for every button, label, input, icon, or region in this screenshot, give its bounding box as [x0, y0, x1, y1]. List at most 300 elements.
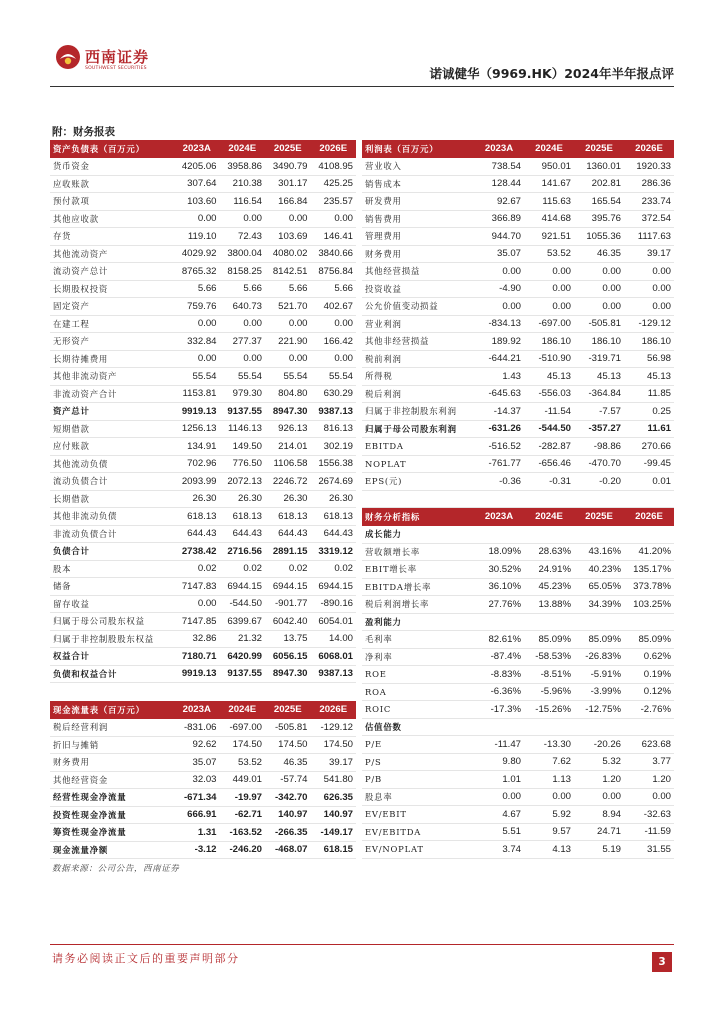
row-label: 营收额增长率 — [362, 543, 474, 561]
table-cell: 1556.38 — [311, 455, 357, 473]
table-cell: 0.00 — [174, 210, 220, 228]
row-label: 非流动负债合计 — [50, 525, 174, 543]
column-header: 2026E — [311, 140, 357, 158]
table-cell: 7147.85 — [174, 613, 220, 631]
table-cell: 40.23% — [574, 561, 624, 579]
table-row — [50, 789, 356, 807]
row-label: 固定资产 — [50, 298, 174, 316]
table-row — [50, 736, 356, 754]
table-row — [50, 158, 356, 176]
table-cell: 134.91 — [174, 438, 220, 456]
table-row — [50, 595, 356, 613]
row-label: 税后利润 — [362, 385, 474, 403]
table-cell: 56.98 — [624, 350, 674, 368]
table-cell: 0.00 — [624, 298, 674, 316]
table-cell: 776.50 — [220, 455, 266, 473]
balance-sheet-table — [50, 140, 356, 683]
table-cell: 623.68 — [624, 736, 674, 754]
row-label: 应收账款 — [50, 175, 174, 193]
table-cell — [624, 718, 674, 736]
table-cell: 0.00 — [524, 788, 574, 806]
table-row — [362, 263, 674, 281]
table-cell: 6068.01 — [311, 648, 357, 666]
table-cell: 1153.81 — [174, 385, 220, 403]
table-cell: 5.19 — [574, 841, 624, 859]
row-label: 其他非流动资产 — [50, 368, 174, 386]
section-title: 附：财务报表 — [52, 126, 115, 138]
table-cell: 45.13 — [574, 368, 624, 386]
table-row — [50, 263, 356, 281]
table-cell: 5.32 — [574, 753, 624, 771]
table-cell: 286.36 — [624, 175, 674, 193]
table-cell: 174.50 — [311, 736, 357, 754]
table-cell: -17.3% — [474, 701, 524, 719]
row-label: 其他流动负债 — [50, 455, 174, 473]
table-cell: 31.55 — [624, 841, 674, 859]
table-cell: 11.61 — [624, 420, 674, 438]
table-cell: 34.39% — [574, 596, 624, 614]
table-cell: 1920.33 — [624, 158, 674, 176]
table-row — [362, 438, 674, 456]
row-label: 销售成本 — [362, 175, 474, 193]
row-label: 无形资产 — [50, 333, 174, 351]
table-cell: -342.70 — [265, 789, 311, 807]
row-label: EV/EBIT — [362, 806, 474, 824]
table-cell: 0.00 — [574, 298, 624, 316]
column-header: 2025E — [574, 140, 624, 158]
table-cell: 666.91 — [174, 806, 220, 824]
table-cell: 6944.15 — [220, 578, 266, 596]
table-cell: 1360.01 — [574, 158, 624, 176]
row-label: 营业利润 — [362, 315, 474, 333]
income-statement-table — [362, 140, 674, 508]
row-label: P/S — [362, 753, 474, 771]
table-cell: -319.71 — [574, 350, 624, 368]
table-cell: -468.07 — [265, 841, 311, 859]
table-row — [362, 228, 674, 246]
table-cell: 618.15 — [311, 841, 357, 859]
table-cell: 618.13 — [311, 508, 357, 526]
table-cell: 82.61% — [474, 631, 524, 649]
table-cell: 103.25% — [624, 596, 674, 614]
table-cell: 3490.79 — [265, 158, 311, 176]
table-row — [362, 683, 674, 701]
table-row — [362, 631, 674, 649]
table-cell: 46.35 — [265, 754, 311, 772]
table-cell: 1.13 — [524, 771, 574, 789]
table-row — [362, 806, 674, 824]
table-cell: 1055.36 — [574, 228, 624, 246]
header-divider — [50, 86, 674, 87]
table-row — [50, 280, 356, 298]
table-row — [362, 473, 674, 491]
column-header: 2024E — [220, 701, 266, 719]
table-cell: 0.12% — [624, 683, 674, 701]
table-cell: 85.09% — [574, 631, 624, 649]
table-cell: 115.63 — [524, 193, 574, 211]
table-cell: -12.75% — [574, 701, 624, 719]
table-cell: 5.66 — [220, 280, 266, 298]
table-cell: 9.57 — [524, 823, 574, 841]
table-cell: -2.76% — [624, 701, 674, 719]
table-cell: -8.83% — [474, 666, 524, 684]
table-cell: 45.13 — [524, 368, 574, 386]
row-label: 管理费用 — [362, 228, 474, 246]
table-cell: -505.81 — [574, 315, 624, 333]
empty-cell — [362, 490, 474, 508]
table-cell: -4.90 — [474, 280, 524, 298]
table-cell: 644.43 — [311, 525, 357, 543]
table-cell: -149.17 — [311, 824, 357, 842]
table-cell: 449.01 — [220, 771, 266, 789]
table-cell: -5.91% — [574, 666, 624, 684]
table-cell: 5.92 — [524, 806, 574, 824]
table-row — [362, 350, 674, 368]
table-row — [50, 315, 356, 333]
table-cell: 521.70 — [265, 298, 311, 316]
table-cell — [574, 718, 624, 736]
table-row — [50, 228, 356, 246]
table-cell: -544.50 — [220, 595, 266, 613]
row-label: 流动负债合计 — [50, 473, 174, 491]
row-label: 权益合计 — [50, 648, 174, 666]
table-cell: 55.54 — [174, 368, 220, 386]
table-cell — [524, 526, 574, 544]
table-header-row — [362, 508, 674, 526]
table-cell: 1.20 — [624, 771, 674, 789]
table-row — [362, 193, 674, 211]
row-label: 存货 — [50, 228, 174, 246]
row-label: 其他非流动负债 — [50, 508, 174, 526]
table-cell: 9919.13 — [174, 665, 220, 683]
row-label: 长期待摊费用 — [50, 350, 174, 368]
table-cell: 0.00 — [624, 280, 674, 298]
logo-subtext: SOUTHWEST SECURITIES — [85, 66, 147, 71]
column-header: 2026E — [624, 140, 674, 158]
row-label: 财务费用 — [362, 245, 474, 263]
table-cell: -697.00 — [220, 719, 266, 737]
table-row — [50, 245, 356, 263]
table-cell: 640.73 — [220, 298, 266, 316]
table-cell: -364.84 — [574, 385, 624, 403]
table-row — [362, 736, 674, 754]
table-title: 现金流量表（百万元） — [50, 701, 174, 719]
table-row — [50, 193, 356, 211]
table-cell: 43.16% — [574, 543, 624, 561]
row-label: 归属于母公司股东权益 — [50, 613, 174, 631]
table-cell: -834.13 — [474, 315, 524, 333]
row-label: 短期借款 — [50, 420, 174, 438]
table-cell: 4205.06 — [174, 158, 220, 176]
table-cell: -671.34 — [174, 789, 220, 807]
table-cell: 0.62% — [624, 648, 674, 666]
table-cell: -631.26 — [474, 420, 524, 438]
table-cell: 414.68 — [524, 210, 574, 228]
table-cell: 0.02 — [174, 560, 220, 578]
source-note: 数据来源：公司公告，西南证券 — [52, 864, 180, 874]
table-cell: 630.29 — [311, 385, 357, 403]
table-cell: -697.00 — [524, 315, 574, 333]
table-cell: 119.10 — [174, 228, 220, 246]
table-cell: 1256.13 — [174, 420, 220, 438]
table-cell: 372.54 — [624, 210, 674, 228]
row-label: 归属于母公司股东利润 — [362, 420, 474, 438]
table-cell: 0.02 — [311, 560, 357, 578]
table-cell: 36.10% — [474, 578, 524, 596]
row-label: 负债合计 — [50, 543, 174, 561]
table-cell: 210.38 — [220, 175, 266, 193]
table-cell: 0.25 — [624, 403, 674, 421]
row-label: ROE — [362, 666, 474, 684]
table-cell: 221.90 — [265, 333, 311, 351]
column-header: 2025E — [265, 140, 311, 158]
column-header: 2024E — [220, 140, 266, 158]
table-cell — [524, 613, 574, 631]
table-cell: 0.00 — [574, 788, 624, 806]
row-label: 经营性现金净流量 — [50, 789, 174, 807]
row-label: 投资性现金净流量 — [50, 806, 174, 824]
table-cell: -7.57 — [574, 403, 624, 421]
table-cell: 2891.15 — [265, 543, 311, 561]
table-cell: -357.27 — [574, 420, 624, 438]
page-number: 3 — [652, 952, 672, 972]
cash-flow-table — [50, 701, 356, 859]
table-row — [362, 280, 674, 298]
row-label: 研发费用 — [362, 193, 474, 211]
table-row — [50, 578, 356, 596]
table-cell: 5.66 — [265, 280, 311, 298]
row-label: P/B — [362, 771, 474, 789]
table-cell: 39.17 — [311, 754, 357, 772]
table-cell: 0.00 — [265, 315, 311, 333]
table-cell: 0.00 — [474, 298, 524, 316]
table-cell: -19.97 — [220, 789, 266, 807]
row-label: 现金流量净额 — [50, 841, 174, 859]
table-cell: 0.00 — [174, 350, 220, 368]
table-cell: 141.67 — [524, 175, 574, 193]
table-cell: 0.00 — [524, 263, 574, 281]
row-label: 负债和权益合计 — [50, 665, 174, 683]
table-cell: 3800.04 — [220, 245, 266, 263]
table-row — [362, 561, 674, 579]
table-cell: -62.71 — [220, 806, 266, 824]
table-cell: -0.20 — [574, 473, 624, 491]
row-label: 成长能力 — [362, 526, 474, 544]
table-row — [362, 245, 674, 263]
table-cell: -282.87 — [524, 438, 574, 456]
table-cell: -163.52 — [220, 824, 266, 842]
row-label: 营业收入 — [362, 158, 474, 176]
table-row — [50, 350, 356, 368]
table-cell: 26.30 — [265, 490, 311, 508]
column-header: 2023A — [474, 140, 524, 158]
blank-row — [362, 490, 674, 508]
table-cell: -57.74 — [265, 771, 311, 789]
table-row — [362, 613, 674, 631]
table-cell: 13.75 — [265, 630, 311, 648]
table-cell: 55.54 — [220, 368, 266, 386]
row-label: 长期借款 — [50, 490, 174, 508]
table-cell: 30.52% — [474, 561, 524, 579]
table-row — [362, 526, 674, 544]
table-cell: 6944.15 — [265, 578, 311, 596]
table-cell: 116.54 — [220, 193, 266, 211]
table-cell: 1106.58 — [265, 455, 311, 473]
table-cell — [474, 718, 524, 736]
table-cell — [474, 613, 524, 631]
row-label: 留存收益 — [50, 595, 174, 613]
table-cell: 5.66 — [311, 280, 357, 298]
table-cell: 9.80 — [474, 753, 524, 771]
table-row — [50, 630, 356, 648]
company-logo — [55, 44, 165, 78]
table-cell: 233.74 — [624, 193, 674, 211]
row-label: 投资收益 — [362, 280, 474, 298]
table-cell: 618.13 — [174, 508, 220, 526]
table-cell: 0.00 — [624, 788, 674, 806]
table-cell: 6054.01 — [311, 613, 357, 631]
table-cell: 46.35 — [574, 245, 624, 263]
table-row — [50, 754, 356, 772]
table-cell: 186.10 — [524, 333, 574, 351]
table-cell: 1.31 — [174, 824, 220, 842]
row-label: ROA — [362, 683, 474, 701]
row-label: 所得税 — [362, 368, 474, 386]
table-cell: -129.12 — [624, 315, 674, 333]
table-row — [362, 823, 674, 841]
table-cell: 92.67 — [474, 193, 524, 211]
table-cell: 0.00 — [524, 280, 574, 298]
table-row — [362, 315, 674, 333]
table-cell: 189.92 — [474, 333, 524, 351]
table-cell: 0.00 — [220, 315, 266, 333]
table-cell: -890.16 — [311, 595, 357, 613]
table-cell: 3319.12 — [311, 543, 357, 561]
footer-disclaimer: 请务必阅读正文后的重要声明部分 — [52, 952, 240, 965]
row-label: 非流动资产合计 — [50, 385, 174, 403]
table-cell: -8.51% — [524, 666, 574, 684]
table-row — [50, 210, 356, 228]
table-cell: 301.17 — [265, 175, 311, 193]
table-cell: 35.07 — [174, 754, 220, 772]
table-cell: 4.67 — [474, 806, 524, 824]
table-cell: 270.66 — [624, 438, 674, 456]
table-title: 财务分析指标 — [362, 508, 474, 526]
table-row — [362, 175, 674, 193]
table-cell: 41.20% — [624, 543, 674, 561]
table-cell: 0.02 — [220, 560, 266, 578]
table-cell: 135.17% — [624, 561, 674, 579]
table-cell: -901.77 — [265, 595, 311, 613]
row-label: 净利率 — [362, 648, 474, 666]
table-cell: 0.00 — [524, 298, 574, 316]
table-cell: 28.63% — [524, 543, 574, 561]
row-label: 股息率 — [362, 788, 474, 806]
row-label: 估值倍数 — [362, 718, 474, 736]
table-cell: 32.86 — [174, 630, 220, 648]
table-cell: 18.09% — [474, 543, 524, 561]
row-label: 在建工程 — [50, 315, 174, 333]
row-label: 毛利率 — [362, 631, 474, 649]
table-cell: 644.43 — [265, 525, 311, 543]
column-header: 2023A — [174, 140, 220, 158]
table-row — [362, 403, 674, 421]
page-header — [0, 0, 724, 90]
table-cell: 27.76% — [474, 596, 524, 614]
table-cell: 759.76 — [174, 298, 220, 316]
table-cell: 103.69 — [265, 228, 311, 246]
row-label: EBITDA增长率 — [362, 578, 474, 596]
table-cell: 1.20 — [574, 771, 624, 789]
row-label: 财务费用 — [50, 754, 174, 772]
table-cell: 39.17 — [624, 245, 674, 263]
table-cell: 0.19% — [624, 666, 674, 684]
table-row — [362, 298, 674, 316]
table-cell: 85.09% — [624, 631, 674, 649]
table-cell: 0.00 — [220, 350, 266, 368]
table-cell: 140.97 — [265, 806, 311, 824]
table-cell: 0.00 — [311, 210, 357, 228]
table-cell: -644.21 — [474, 350, 524, 368]
table-cell: 166.42 — [311, 333, 357, 351]
row-label: ROIC — [362, 701, 474, 719]
table-cell: 165.54 — [574, 193, 624, 211]
table-cell: -831.06 — [174, 719, 220, 737]
table-cell: 804.80 — [265, 385, 311, 403]
table-cell: 7180.71 — [174, 648, 220, 666]
table-row — [50, 473, 356, 491]
table-cell: 53.52 — [220, 754, 266, 772]
table-cell: 979.30 — [220, 385, 266, 403]
table-cell: -556.03 — [524, 385, 574, 403]
table-cell: 2072.13 — [220, 473, 266, 491]
table-cell: 0.00 — [311, 315, 357, 333]
table-row — [362, 841, 674, 859]
table-row — [362, 368, 674, 386]
table-row — [50, 438, 356, 456]
row-label: EBIT增长率 — [362, 561, 474, 579]
table-cell: -0.36 — [474, 473, 524, 491]
table-cell — [524, 718, 574, 736]
table-cell: 1.43 — [474, 368, 524, 386]
table-cell: -11.54 — [524, 403, 574, 421]
table-cell: 45.23% — [524, 578, 574, 596]
column-header: 2026E — [311, 701, 357, 719]
document-title: 诺诚健华（9969.HK）2024年半年报点评 — [429, 66, 674, 81]
table-cell: -20.26 — [574, 736, 624, 754]
table-cell: 24.91% — [524, 561, 574, 579]
row-label: 公允价值变动损益 — [362, 298, 474, 316]
table-row — [362, 771, 674, 789]
table-cell: 9137.55 — [220, 665, 266, 683]
table-row — [50, 648, 356, 666]
table-cell: 3840.66 — [311, 245, 357, 263]
table-row — [362, 718, 674, 736]
table-cell: -98.86 — [574, 438, 624, 456]
row-label: 流动资产总计 — [50, 263, 174, 281]
table-cell: -0.31 — [524, 473, 574, 491]
table-cell: 366.89 — [474, 210, 524, 228]
table-cell: 2716.56 — [220, 543, 266, 561]
table-cell: -32.63 — [624, 806, 674, 824]
table-row — [362, 543, 674, 561]
table-cell — [624, 526, 674, 544]
table-cell: 0.00 — [265, 210, 311, 228]
table-cell: 0.00 — [474, 788, 524, 806]
table-row — [50, 368, 356, 386]
table-cell: 0.01 — [624, 473, 674, 491]
table-cell: 26.30 — [220, 490, 266, 508]
